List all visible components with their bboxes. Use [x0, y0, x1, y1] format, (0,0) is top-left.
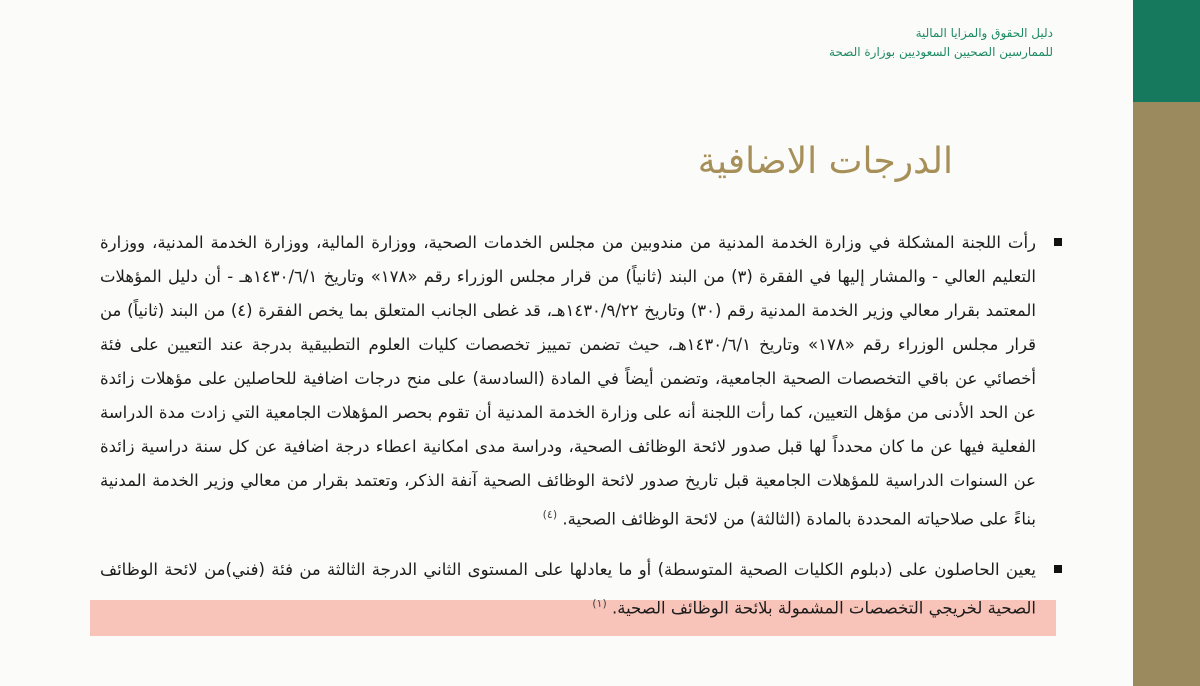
bullet-icon [1054, 565, 1062, 573]
body-text [100, 226, 1044, 625]
paragraph-1-text: رأت اللجنة المشكلة في وزارة الخدمة المدنية من مندوبين من مجلس الخدمات الصحية، ووزارة المالية، ووزارة الخدمة المدنية، ووزارة التعليم العالي - والمشار إليها في الفقرة (٣) من البند (ثانياً) من قرار مجلس الوزراء رقم «١٧٨» وتاريخ ١٤٣٠/٦/١هـ - أن دليل المؤهلات المعتمد بقرار معالي وزير الخدمة المدنية رقم (٣٠) وتاريخ ١٤٣٠/٩/٢٢هـ، قد غطى الجانب المتعلق بما يخص الفقرة (٤) من البند (ثانياً) من قرار مجلس الوزراء رقم «١٧٨» وتاريخ ١٤٣٠/٦/١هـ، حيث تضمن تمييز تخصصات كليات العلوم التطبيقية بدرجة عند التعيين على فئة أخصائي عن باقي التخصصات الصحية الجامعية، وتضمن أيضاً في المادة (السادسة) على منح درجات اضافية للحاصلين على مؤهلات زائدة عن الحد الأدنى من مؤهل التعيين، كما رأت اللجنة أنه على وزارة الخدمة المدنية أن تقوم بحصر المؤهلات الجامعية التي زادت مدة الدراسة الفعلية فيها عن ما كان محدداً لها قبل صدور لائحة الوظائف الصحية، ودراسة مدى امكانية اعطاء درجة اضافية عن كل سنة دراسية زائدة عن السنوات الدراسية للمؤهلات الجامعية قبل تاريخ صدور لائحة الوظائف الصحية آنفة الذكر، وتعتمد بقرار من معالي وزير الخدمة المدنية بناءً على صلاحياته المحددة بالمادة (الثالثة) من لائحة الوظائف الصحية. [100, 233, 1037, 529]
paragraph-2-text: يعين الحاصلون على (دبلوم الكليات الصحية المتوسطة) أو ما يعادلها على المستوى الثاني الدرجة الثالثة من فئة (فني)من لائحة الوظائف الصحية لخريجي التخصصات المشمولة بلائحة الوظائف الصحية. [100, 559, 1036, 617]
document-header [633, 24, 1053, 62]
paragraph-1 [100, 226, 1044, 537]
section-title: الدرجات الاضافية [697, 141, 953, 182]
footnote-marker: (٤) [542, 508, 558, 521]
side-color-band [1133, 0, 1200, 686]
footnote-marker: (١) [592, 596, 607, 610]
header-line-2: للممارسين الصحيين السعوديين بوزارة الصحة [829, 45, 1053, 59]
header-line-1: دليل الحقوق والمزايا المالية [915, 26, 1053, 40]
side-color-band-top [1133, 0, 1200, 102]
bullet-icon [1054, 238, 1062, 246]
paragraph-2 [100, 553, 1044, 626]
